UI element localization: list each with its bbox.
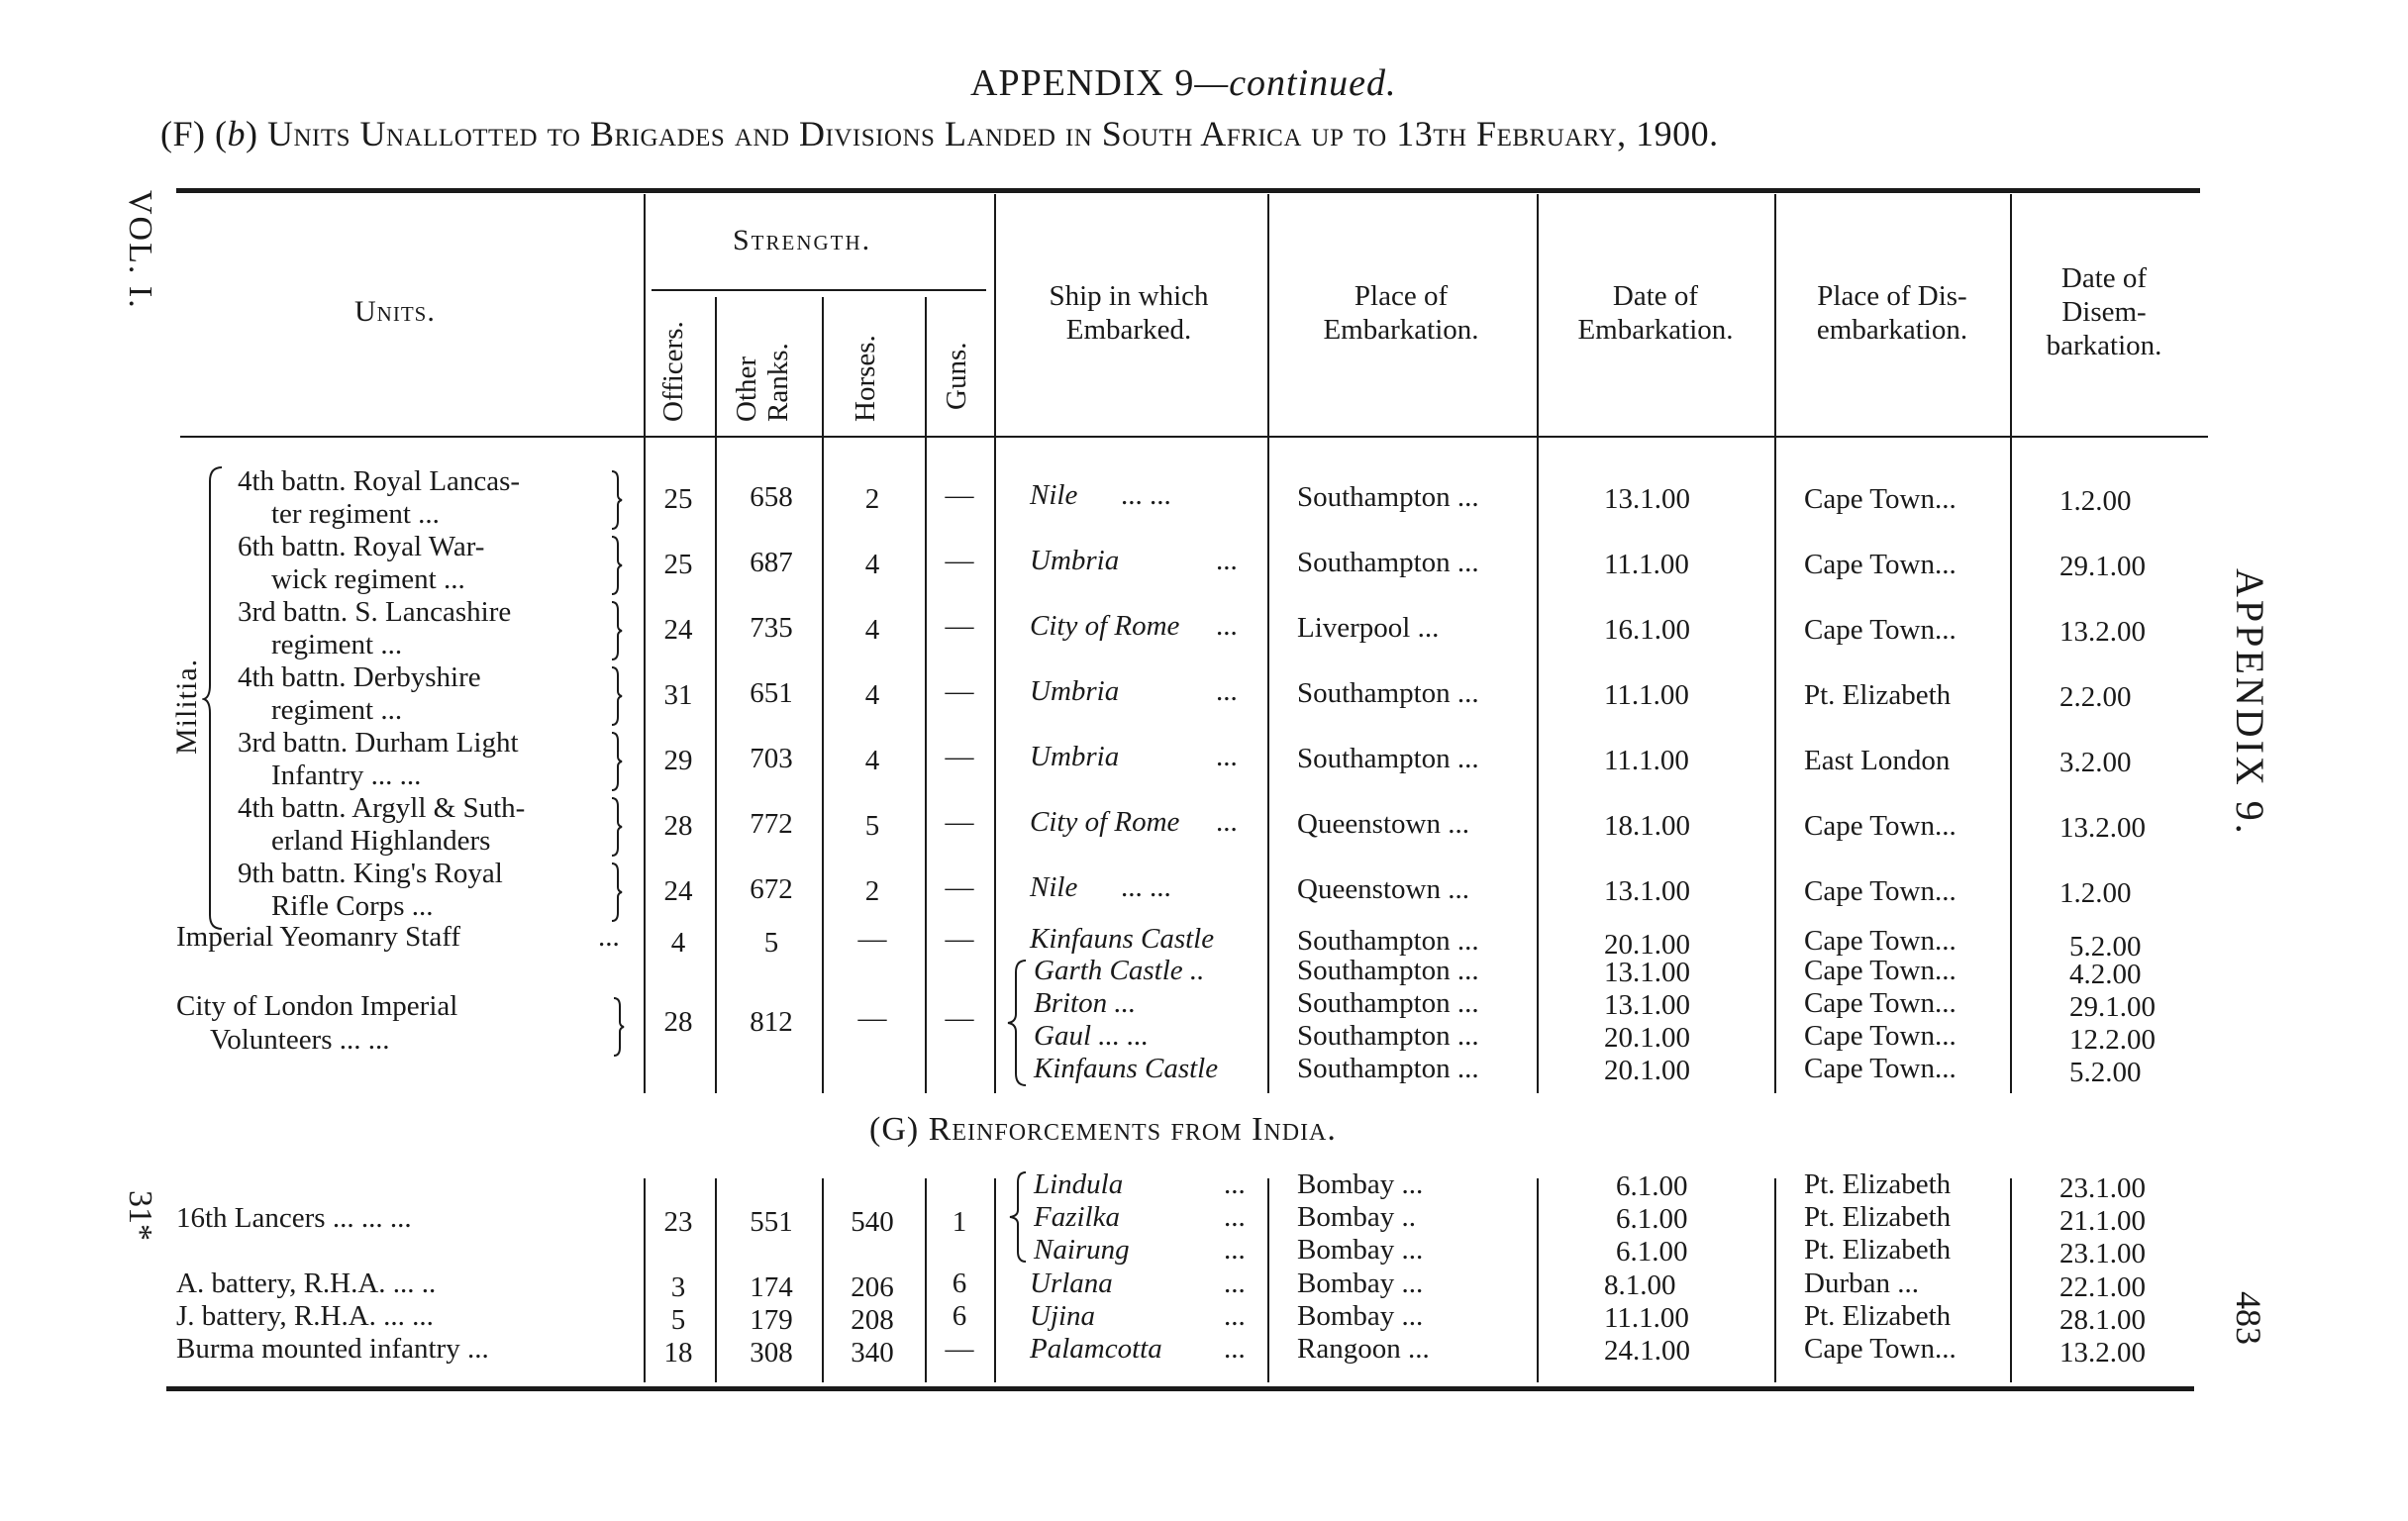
date-emb-cell: 6.1.00 (1616, 1170, 1688, 1202)
officers-cell: 24 (663, 614, 693, 646)
unit-name-line1: 6th battn. Royal War- (238, 531, 485, 562)
other-ranks-cell: 672 (750, 873, 793, 905)
other-ranks-cell: 772 (750, 808, 793, 840)
ships-brace (1006, 959, 1028, 1087)
officers-cell: 18 (663, 1337, 693, 1369)
place-dis-cell: Cape Town... (1804, 955, 1956, 986)
horses-cell: — (857, 923, 887, 955)
horses-cell: 2 (864, 875, 880, 907)
ship-dots: ... (1224, 1234, 1246, 1266)
guns-cell: — (945, 545, 974, 576)
date-emb-cell: 18.1.00 (1604, 810, 1690, 842)
ship-cell: Gaul ... ... (1034, 1020, 1149, 1052)
date-dis-cell: 5.2.00 (2069, 931, 2142, 963)
place-emb-cell: Bombay ... (1297, 1168, 1424, 1200)
place-dis-cell: Cape Town... (1804, 1053, 1956, 1084)
officers-cell: 25 (663, 549, 693, 580)
date-dis-cell: 4.2.00 (2069, 959, 2142, 990)
col-header-guns: Guns. (941, 342, 972, 410)
col-header-horses: Horses. (850, 335, 881, 422)
col-divider-place-g (1537, 1178, 1539, 1382)
col-divider-dis-g (2010, 1178, 2012, 1382)
horses-cell: 206 (851, 1271, 894, 1303)
ship-dots: ... (1216, 741, 1238, 772)
section-f-title: (F) (b) Units Unallotted to Brigades and Divisions Landed in South Africa up to 13th February, 1900. (160, 114, 1719, 153)
unit-name-line1: 4th battn. Derbyshire (238, 661, 481, 693)
unit-name: Burma mounted infantry ... (176, 1333, 489, 1365)
other-ranks-cell: 703 (750, 743, 793, 774)
place-dis-cell: Cape Town... (1804, 925, 1956, 957)
place-emb-cell: Bombay ... (1297, 1268, 1424, 1299)
horses-cell: 2 (864, 483, 880, 515)
col-header-date-dis: Date of Disem- barkation. (2046, 262, 2162, 361)
guns-cell: — (945, 741, 974, 772)
other-ranks-cell: 551 (750, 1206, 793, 1238)
place-dis-cell: Cape Town... (1804, 875, 1956, 907)
date-emb-cell: 11.1.00 (1604, 549, 1689, 580)
place-dis-cell: Cape Town... (1804, 810, 1956, 842)
ship-cell: Ujina (1030, 1300, 1096, 1332)
unit-dots: ... (598, 921, 620, 953)
date-dis-cell: 22.1.00 (2059, 1271, 2146, 1303)
date-emb-cell: 6.1.00 (1616, 1236, 1688, 1268)
horses-cell: — (857, 1002, 887, 1034)
other-ranks-cell: 687 (750, 547, 793, 578)
ship-cell: Nairung (1034, 1234, 1130, 1266)
horses-cell: 540 (851, 1206, 894, 1238)
ship-cell: Lindula (1034, 1168, 1124, 1200)
col-header-officers: Officers. (657, 321, 689, 422)
other-ranks-cell: 735 (750, 612, 793, 644)
officers-cell: 25 (663, 483, 693, 515)
guns-cell: — (945, 610, 974, 642)
ship-dots: ... (1216, 675, 1238, 707)
date-dis-cell: 2.2.00 (2059, 681, 2132, 713)
place-dis-cell: Cape Town... (1804, 614, 1956, 646)
other-ranks-cell: 651 (750, 677, 793, 709)
ship-dots: ... (1224, 1300, 1246, 1332)
unit-name-line2: ter regiment ... (271, 498, 440, 530)
unit-brace (610, 535, 624, 596)
place-emb-cell: Southampton ... (1297, 481, 1479, 513)
date-dis-cell: 13.2.00 (2059, 1337, 2146, 1369)
date-dis-cell: 21.1.00 (2059, 1205, 2146, 1237)
col-header-ship: Ship in which Embarked. (1049, 280, 1209, 346)
unit-name: 16th Lancers ... ... ... (176, 1202, 412, 1234)
col-divider-date-g (1774, 1178, 1776, 1382)
ship-cell: City of Rome (1030, 610, 1180, 642)
ship-dots: ... ... (1121, 479, 1171, 511)
ship-cell: Umbria (1030, 545, 1120, 576)
unit-brace (610, 862, 624, 923)
unit-name-line1: City of London Imperial (176, 990, 458, 1022)
other-ranks-cell: 179 (750, 1304, 793, 1336)
horses-cell: 208 (851, 1304, 894, 1336)
horses-cell: 5 (864, 810, 880, 842)
ship-dots: ... (1224, 1168, 1246, 1200)
col-header-place-dis: Place of Dis- embarkation. (1816, 280, 1968, 346)
date-emb-cell: 11.1.00 (1604, 1302, 1689, 1334)
place-emb-cell: Bombay .. (1297, 1201, 1417, 1233)
officers-cell: 29 (663, 745, 693, 776)
unit-name-line1: 9th battn. King's Royal (238, 858, 503, 889)
unit-name-line2: erland Highlanders (271, 825, 491, 857)
other-ranks-cell: 812 (750, 1006, 793, 1038)
place-emb-cell: Southampton ... (1297, 547, 1479, 578)
unit-name-line2: wick regiment ... (271, 563, 465, 595)
margin-signature-mark: 31* (122, 1190, 158, 1241)
margin-page-number: 483 (2229, 1291, 2268, 1345)
date-emb-cell: 16.1.00 (1604, 614, 1690, 646)
unit-name: Imperial Yeomanry Staff (176, 921, 460, 953)
officers-cell: 5 (670, 1304, 686, 1336)
strength-underline (652, 289, 986, 291)
date-dis-cell: 1.2.00 (2059, 485, 2132, 517)
guns-cell: — (945, 675, 974, 707)
ship-cell: Garth Castle .. (1034, 955, 1205, 986)
col-header-other-ranks: Other Ranks. (731, 343, 794, 422)
date-emb-cell: 13.1.00 (1604, 957, 1690, 988)
ship-cell: Fazilka (1034, 1201, 1120, 1233)
appendix-heading: APPENDIX 9—continued. (970, 62, 1397, 104)
date-dis-cell: 28.1.00 (2059, 1304, 2146, 1336)
col-divider-ranks-g (822, 1178, 824, 1382)
officers-cell: 28 (663, 810, 693, 842)
officers-cell: 23 (663, 1206, 693, 1238)
horses-cell: 4 (864, 614, 880, 646)
ship-dots: ... (1224, 1201, 1246, 1233)
ship-cell: Palamcotta (1030, 1333, 1162, 1365)
ship-cell: Kinfauns Castle (1030, 923, 1215, 955)
unit-brace (612, 996, 626, 1058)
date-emb-cell: 20.1.00 (1604, 1055, 1690, 1086)
other-ranks-cell: 5 (763, 927, 779, 959)
date-emb-cell: 13.1.00 (1604, 483, 1690, 515)
place-emb-cell: Queenstown ... (1297, 873, 1469, 905)
date-dis-cell: 13.2.00 (2059, 616, 2146, 648)
horses-cell: 4 (864, 745, 880, 776)
guns-cell: — (945, 923, 974, 955)
col-divider-ship-g (1267, 1178, 1269, 1382)
date-dis-cell: 13.2.00 (2059, 812, 2146, 844)
place-dis-cell: Pt. Elizabeth (1804, 1201, 1952, 1233)
col-divider-ranks (822, 297, 824, 1093)
ship-cell: Umbria (1030, 675, 1120, 707)
place-dis-cell: Pt. Elizabeth (1804, 1234, 1952, 1266)
unit-name-line2: Volunteers ... ... (210, 1024, 390, 1056)
col-header-date-emb: Date of Embarkation. (1577, 280, 1734, 346)
unit-name-line2: regiment ... (271, 694, 403, 726)
place-dis-cell: Cape Town... (1804, 483, 1956, 515)
guns-cell: — (945, 479, 974, 511)
unit-name-line1: 4th battn. Royal Lancas- (238, 465, 521, 497)
place-dis-cell: Pt. Elizabeth (1804, 1300, 1952, 1332)
unit-name-line2: Rifle Corps ... (271, 890, 434, 922)
place-emb-cell: Southampton ... (1297, 1053, 1479, 1084)
table-bottom-rule (166, 1386, 2194, 1391)
guns-cell: 6 (952, 1268, 967, 1299)
place-emb-cell: Liverpool ... (1297, 612, 1440, 644)
place-dis-cell: Cape Town... (1804, 1020, 1956, 1052)
col-header-place-emb: Place of Embarkation. (1323, 280, 1479, 346)
place-dis-cell: Durban ... (1804, 1268, 1919, 1299)
unit-name-line1: 3rd battn. Durham Light (238, 727, 519, 759)
officers-cell: 31 (663, 679, 693, 711)
ship-cell: Briton ... (1034, 987, 1137, 1019)
other-ranks-cell: 308 (750, 1337, 793, 1369)
guns-cell: — (945, 871, 974, 903)
date-dis-cell: 23.1.00 (2059, 1238, 2146, 1269)
margin-appendix-label: APPENDIX 9. (2228, 568, 2272, 837)
guns-cell: — (945, 1333, 974, 1365)
ship-cell: City of Rome (1030, 806, 1180, 838)
place-emb-cell: Bombay ... (1297, 1234, 1424, 1266)
unit-name-line1: 4th battn. Argyll & Suth- (238, 792, 526, 824)
ship-cell: Nile (1030, 871, 1078, 903)
guns-cell: — (945, 1002, 974, 1034)
place-emb-cell: Bombay ... (1297, 1300, 1424, 1332)
date-dis-cell: 12.2.00 (2069, 1024, 2156, 1056)
place-dis-cell: Pt. Elizabeth (1804, 679, 1952, 711)
unit-brace (610, 469, 624, 531)
ship-dots: ... (1216, 545, 1238, 576)
date-emb-cell: 11.1.00 (1604, 745, 1689, 776)
guns-cell: 6 (952, 1300, 967, 1332)
date-dis-cell: 29.1.00 (2069, 991, 2156, 1023)
date-emb-cell: 20.1.00 (1604, 929, 1690, 961)
place-emb-cell: Rangoon ... (1297, 1333, 1430, 1365)
ship-dots: ... (1216, 806, 1238, 838)
militia-label: Militia. (170, 658, 203, 755)
col-header-strength: Strength. (733, 224, 872, 256)
place-dis-cell: Cape Town... (1804, 549, 1956, 580)
horses-cell: 4 (864, 549, 880, 580)
place-dis-cell: Pt. Elizabeth (1804, 1168, 1952, 1200)
other-ranks-cell: 174 (750, 1271, 793, 1303)
date-emb-cell: 11.1.00 (1604, 679, 1689, 711)
unit-name-line1: 3rd battn. S. Lancashire (238, 596, 512, 628)
unit-name-line2: regiment ... (271, 629, 403, 660)
officers-cell: 28 (663, 1006, 693, 1038)
unit-brace (610, 600, 624, 661)
place-dis-cell: Cape Town... (1804, 987, 1956, 1019)
date-dis-cell: 23.1.00 (2059, 1172, 2146, 1204)
horses-cell: 340 (851, 1337, 894, 1369)
date-emb-cell: 13.1.00 (1604, 989, 1690, 1021)
margin-volume-label: VOL. I. (122, 190, 158, 310)
place-emb-cell: Southampton ... (1297, 955, 1479, 986)
date-emb-cell: 13.1.00 (1604, 875, 1690, 907)
date-emb-cell: 6.1.00 (1616, 1203, 1688, 1235)
ship-cell: Urlana (1030, 1268, 1113, 1299)
ship-dots: ... (1224, 1268, 1246, 1299)
unit-name: A. battery, R.H.A. ... .. (176, 1268, 437, 1299)
ship-cell: Umbria (1030, 741, 1120, 772)
place-emb-cell: Southampton ... (1297, 743, 1479, 774)
ship-dots: ... ... (1121, 871, 1171, 903)
date-dis-cell: 1.2.00 (2059, 877, 2132, 909)
officers-cell: 24 (663, 875, 693, 907)
place-emb-cell: Queenstown ... (1297, 808, 1469, 840)
ship-dots: ... (1216, 610, 1238, 642)
place-emb-cell: Southampton ... (1297, 925, 1479, 957)
guns-cell: — (945, 806, 974, 838)
place-dis-cell: East London (1804, 745, 1951, 776)
unit-brace (610, 665, 624, 727)
date-emb-cell: 8.1.00 (1604, 1269, 1676, 1301)
officers-cell: 4 (670, 927, 686, 959)
horses-cell: 4 (864, 679, 880, 711)
unit-brace (610, 731, 624, 792)
ship-cell: Nile (1030, 479, 1078, 511)
section-g-title: (G) Reinforcements from India. (869, 1111, 1337, 1148)
date-dis-cell: 29.1.00 (2059, 551, 2146, 582)
date-emb-cell: 24.1.00 (1604, 1335, 1690, 1367)
place-emb-cell: Southampton ... (1297, 677, 1479, 709)
header-bottom-rule (180, 436, 2208, 438)
place-emb-cell: Southampton ... (1297, 987, 1479, 1019)
officers-cell: 3 (670, 1271, 686, 1303)
militia-brace (202, 465, 226, 931)
unit-brace (610, 796, 624, 858)
place-dis-cell: Cape Town... (1804, 1333, 1956, 1365)
date-dis-cell: 3.2.00 (2059, 747, 2132, 778)
date-dis-cell: 5.2.00 (2069, 1057, 2142, 1088)
table-top-rule (176, 188, 2200, 193)
guns-cell: 1 (952, 1206, 967, 1238)
other-ranks-cell: 658 (750, 481, 793, 513)
ships-brace (1008, 1170, 1028, 1264)
ship-dots: ... (1224, 1333, 1246, 1365)
place-emb-cell: Southampton ... (1297, 1020, 1479, 1052)
unit-name-line2: Infantry ... ... (271, 760, 422, 791)
unit-name: J. battery, R.H.A. ... ... (176, 1300, 434, 1332)
col-header-units: Units. (354, 295, 436, 328)
ship-cell: Kinfauns Castle (1034, 1053, 1219, 1084)
date-emb-cell: 20.1.00 (1604, 1022, 1690, 1054)
